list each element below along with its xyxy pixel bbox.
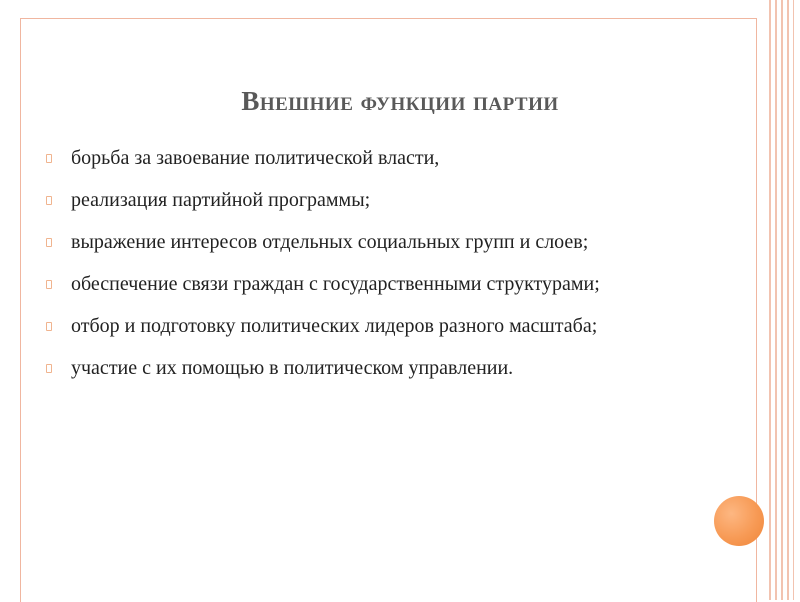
bullet-icon <box>46 154 52 163</box>
bullet-list <box>46 143 696 395</box>
decorative-stripe <box>793 0 794 600</box>
list-item <box>46 269 696 300</box>
list-item-text: обеспечение связи граждан с государственными структурами; <box>71 273 600 295</box>
list-item-text: реализация партийной программы; <box>71 189 371 211</box>
list-item <box>46 185 696 216</box>
bullet-icon <box>46 280 52 289</box>
bullet-icon <box>46 322 52 331</box>
decorative-circle <box>714 496 764 546</box>
list-item <box>46 311 696 342</box>
slide-title: Внешние функции партии <box>241 86 559 116</box>
decorative-stripe <box>787 0 789 600</box>
list-item-text: выражение интересов отдельных социальных групп и слоев; <box>71 231 589 253</box>
list-item-text: участие с их помощью в политическом управлении. <box>71 357 514 379</box>
list-item <box>46 227 696 258</box>
list-item-text: борьба за завоевание политической власти, <box>71 147 440 169</box>
decorative-stripe <box>769 0 771 600</box>
bullet-icon <box>46 196 52 205</box>
decorative-stripe <box>781 0 783 600</box>
list-item-text: отбор и подготовку политических лидеров разного масштаба; <box>71 315 598 337</box>
list-item <box>46 143 696 174</box>
bullet-icon <box>46 364 52 373</box>
bullet-icon <box>46 238 52 247</box>
decorative-stripe <box>775 0 777 600</box>
list-item <box>46 353 696 384</box>
